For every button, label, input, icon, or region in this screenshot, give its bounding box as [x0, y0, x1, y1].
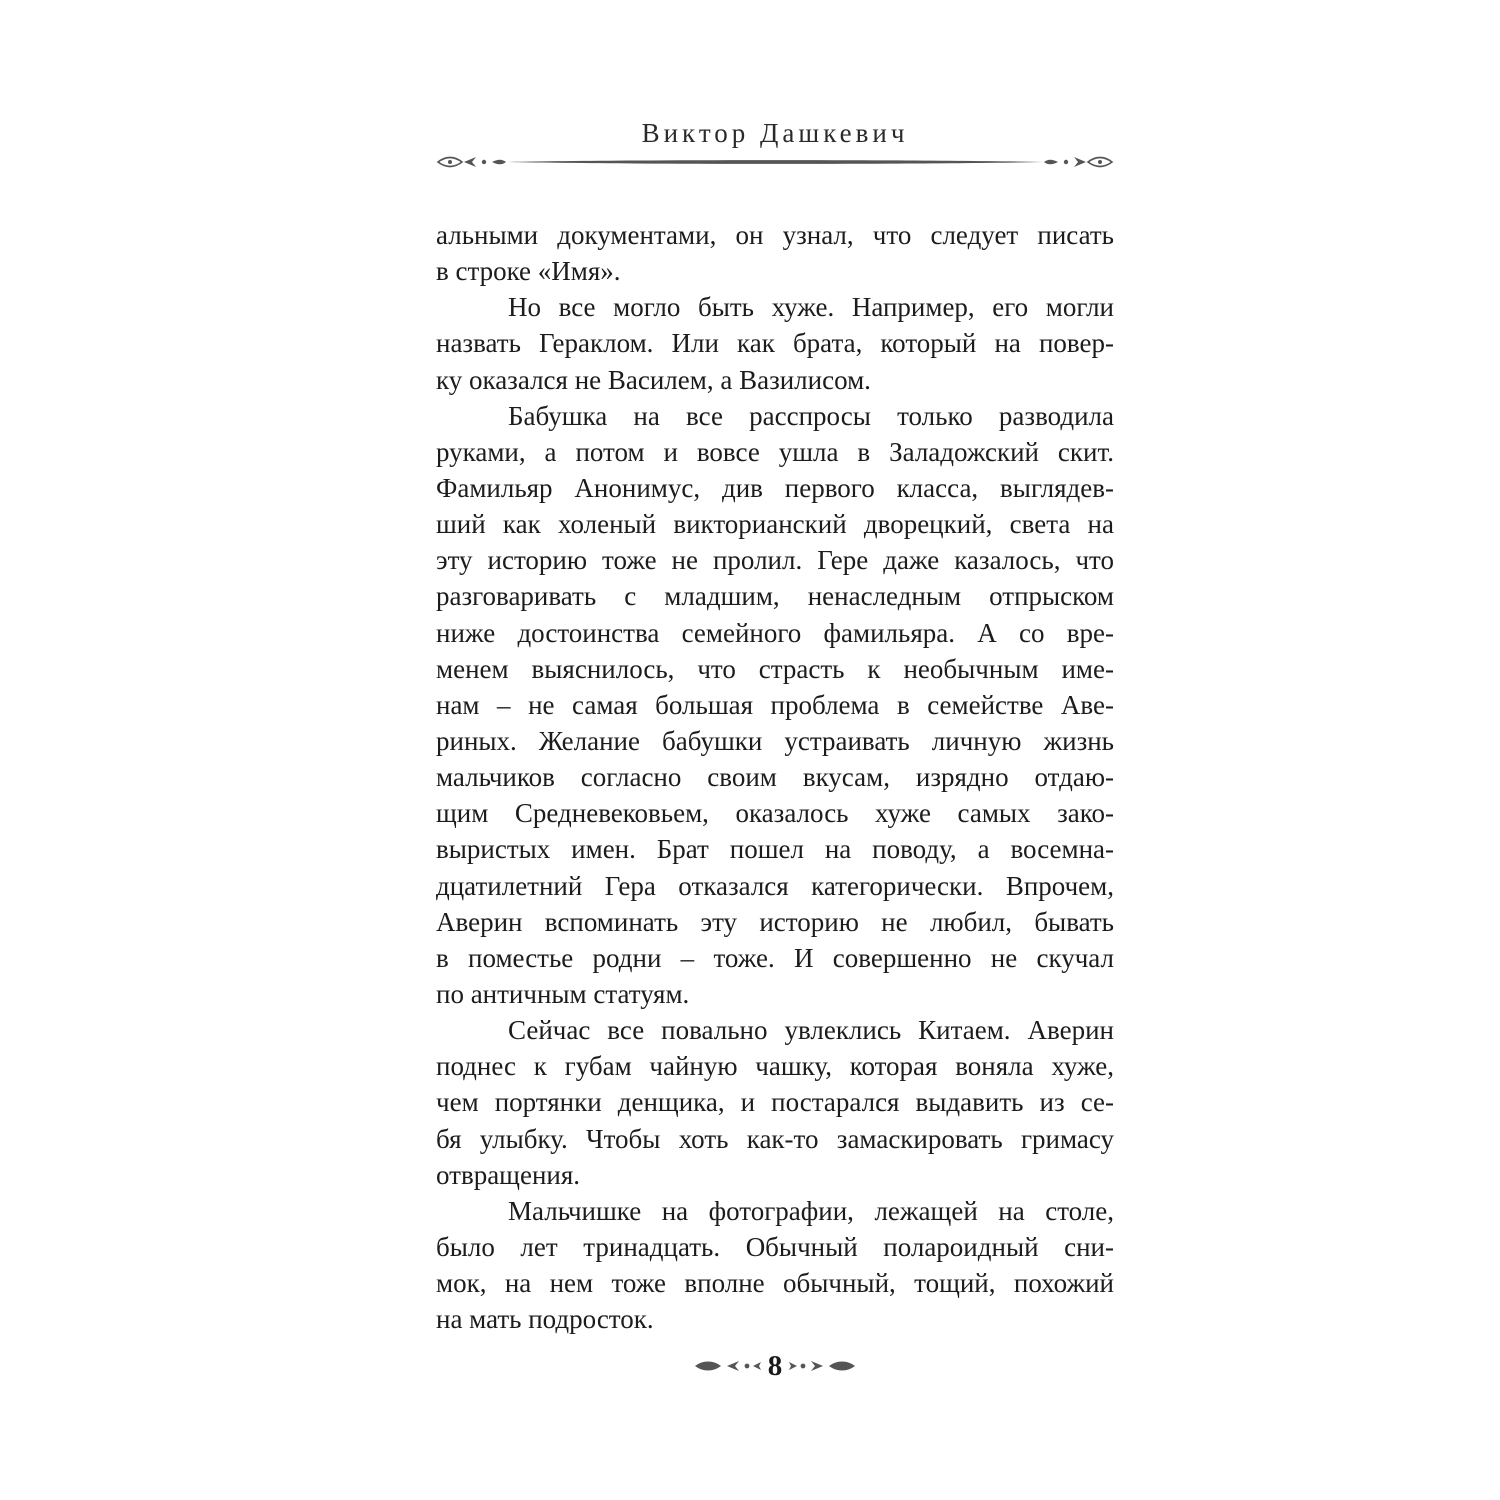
- book-page: [436, 0, 1114, 1500]
- header-ornament-rule: [436, 150, 1114, 174]
- page-footer: [436, 1346, 1114, 1386]
- page-number: 8: [767, 1350, 783, 1382]
- running-head-author: Виктор Дашкевич: [641, 118, 909, 148]
- text-line: Но все могло быть хуже. Например, его могли: [508, 292, 1114, 323]
- text-line: Фамильяр Анонимус, див первого класса, выглядев-: [436, 472, 1114, 503]
- text-line: нам – не самая большая проблема в семействе Аве-: [436, 689, 1114, 720]
- text-line: ку оказался не Василем, а Вазилисом.: [436, 364, 871, 395]
- text-line: отвращения.: [436, 1159, 581, 1190]
- text-line: ший как холеный викторианский дворецкий, света на: [436, 509, 1114, 540]
- body-text: [436, 217, 1114, 1337]
- text-line: Аверин вспоминать эту историю не любил, бывать: [436, 906, 1114, 937]
- text-line: дцатилетний Гера отказался категорически. Впрочем,: [436, 870, 1114, 901]
- text-line: мальчиков согласно своим вкусам, изрядно отдаю-: [436, 762, 1114, 793]
- text-line: менем выяснилось, что страсть к необычным име-: [436, 653, 1114, 684]
- text-line: руками, а потом и вовсе ушла в Заладожский скит.: [436, 436, 1114, 467]
- text-line: Бабушка на все расспросы только разводила: [508, 400, 1114, 431]
- text-line: Сейчас все повально увлеклись Китаем. Аверин: [508, 1015, 1114, 1046]
- text-line: Мальчишке на фотографии, лежащей на столе,: [508, 1195, 1114, 1226]
- text-line: чем портянки денщика, и постарался выдавить из се-: [436, 1087, 1114, 1118]
- text-line: разговаривать с младшим, ненаследным отпрыском: [436, 581, 1114, 612]
- text-line: альными документами, он узнал, что следует писать: [436, 220, 1114, 250]
- text-line: на мать подросток.: [436, 1304, 654, 1335]
- text-line: мок, на нем тоже вполне обычный, тощий, похожий: [436, 1268, 1114, 1299]
- text-line: назвать Гераклом. Или как брата, который на повер-: [436, 328, 1114, 359]
- text-line: в поместье родни – тоже. И совершенно не скучал: [436, 942, 1114, 973]
- text-line: эту историю тоже не пролил. Гере даже казалось, что: [436, 545, 1114, 576]
- text-line: по античным статуям.: [436, 978, 690, 1009]
- folio-right-ornament-icon: [787, 1356, 857, 1376]
- text-line: щим Средневековьем, оказалось хуже самых зако-: [436, 798, 1114, 829]
- text-line: поднес к губам чайную чашку, которая воняла хуже,: [436, 1051, 1114, 1082]
- text-line: в строке «Имя».: [436, 256, 621, 287]
- text-line: бя улыбку. Чтобы хоть как-то замаскировать гримасу: [436, 1123, 1114, 1154]
- text-line: было лет тринадцать. Обычный полароидный сни-: [436, 1231, 1114, 1262]
- text-line: ниже достоинства семейного фамильяра. А со вре-: [436, 617, 1114, 648]
- text-line: риных. Желание бабушки устраивать личную жизнь: [436, 725, 1114, 756]
- text-line: выристых имен. Брат пошел на поводу, а восемна-: [436, 834, 1114, 865]
